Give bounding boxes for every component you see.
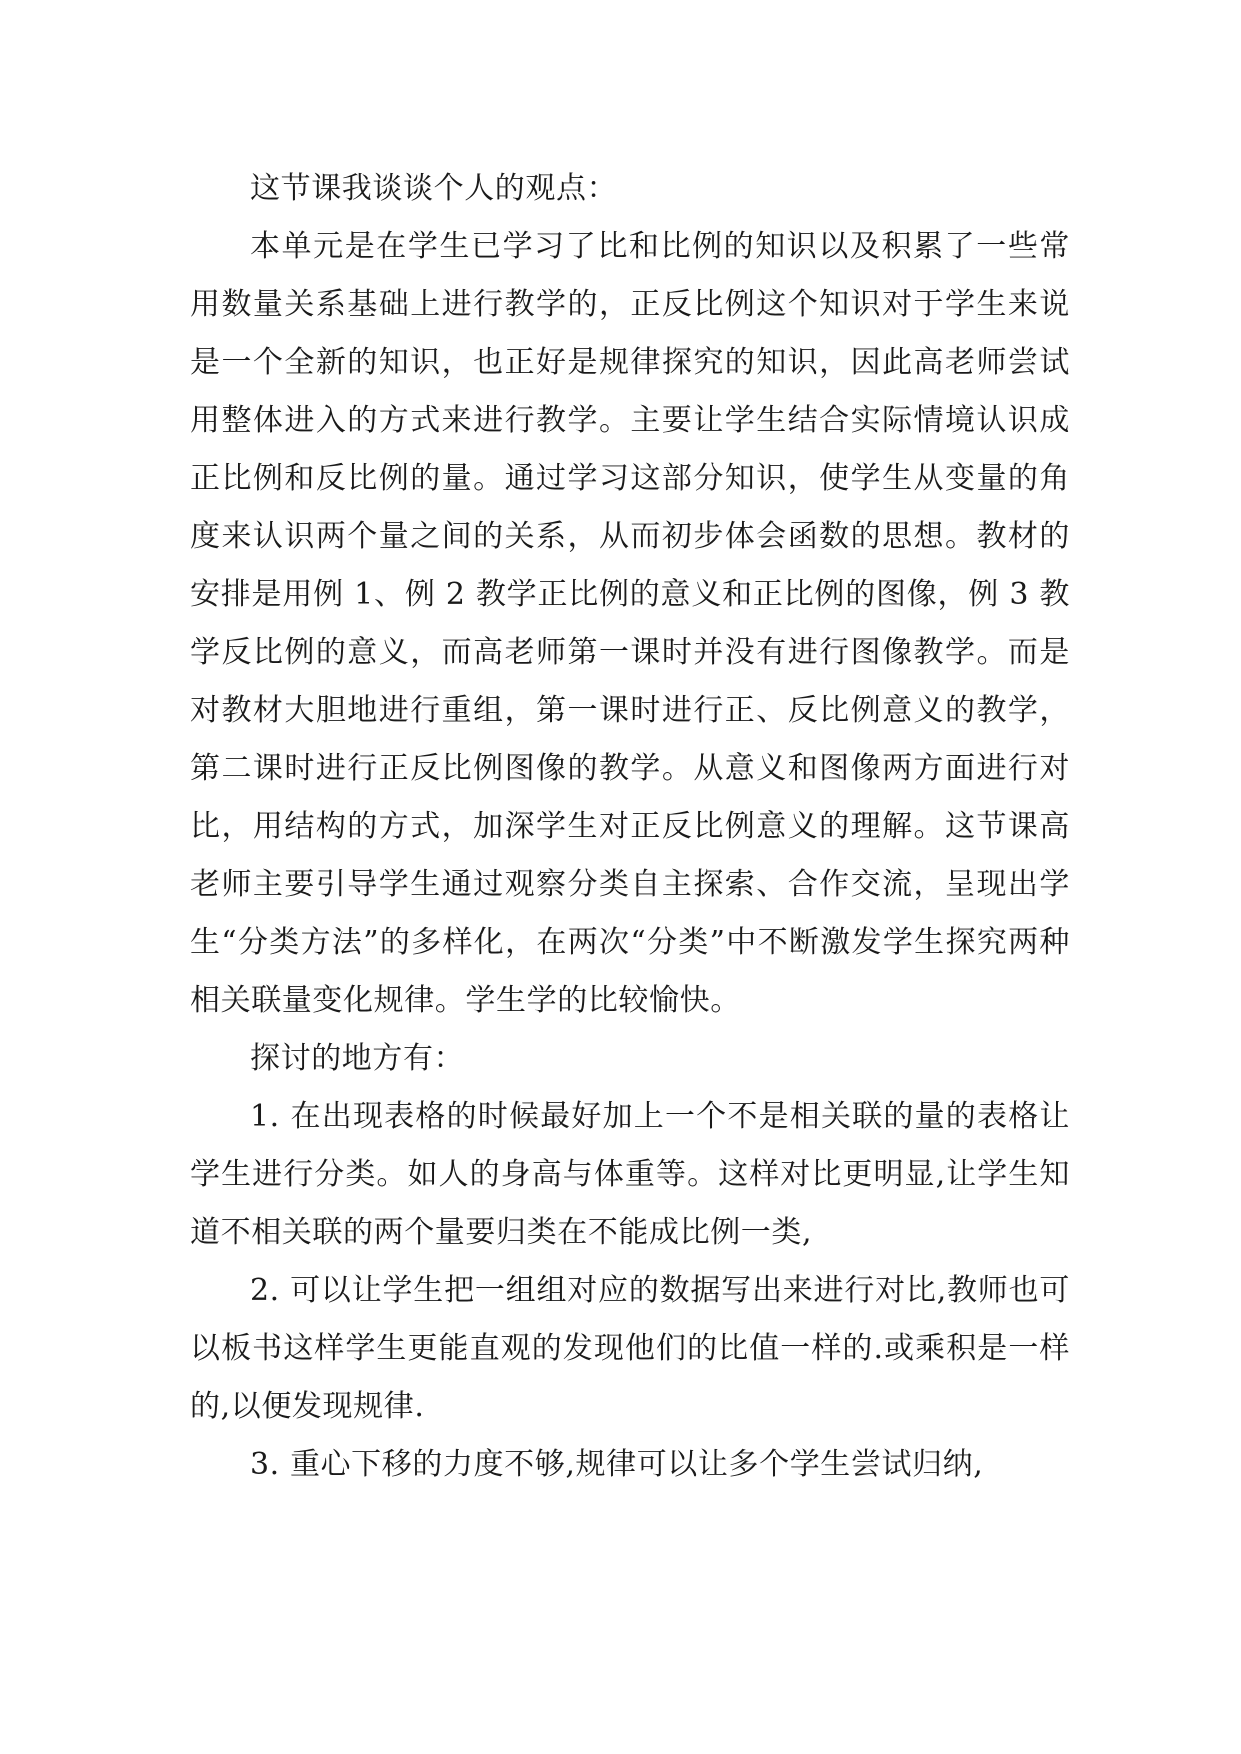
discussion-item-1: 1. 在出现表格的时候最好加上一个不是相关联的量的表格让学生进行分类。如人的身高与体重等。这样对比更明显,让学生知道不相关联的两个量要归类在不能成比例一类,: [190, 1099, 1070, 1250]
document-body: [190, 160, 1070, 1494]
main-paragraph: 本单元是在学生已学习了比和比例的知识以及积累了一些常用数量关系基础上进行教学的，正反比例这个知识对于学生来说是一个全新的知识，也正好是规律探究的知识，因此高老师尝试用整体进入的方式来进行教学。主要让学生结合实际情境认识成正比例和反比例的量。通过学习这部分知识，使学生从变量的角度来认识两个量之间的关系，从而初步体会函数的思想。教材的安排是用例 1、例 2 教学正比例的意义和正比例的图像，例 3 教学反比例的意义，而高老师第一课时并没有进行图像教学。而是对教材大胆地进行重组，第一课时进行正、反比例意义的教学，第二课时进行正反比例图像的教学。从意义和图像两方面进行对比，用结构的方式，加深学生对正反比例意义的理解。这节课高老师主要引导学生通过观察分类自主探索、合作交流，呈现出学生“分类方法”的多样化，在两次“分类”中不断激发学生探究两种相关联量变化规律。学生学的比较愉快。: [190, 229, 1070, 1018]
opening-line: 这节课我谈谈个人的观点：: [250, 171, 618, 206]
discussion-heading: 探讨的地方有：: [250, 1041, 465, 1076]
discussion-item-3: 3. 重心下移的力度不够,规律可以让多个学生尝试归纳,: [250, 1447, 984, 1482]
discussion-item-2: 2. 可以让学生把一组组对应的数据写出来进行对比,教师也可以板书这样学生更能直观的发现他们的比值一样的.或乘积是一样的,以便发现规律.: [190, 1273, 1070, 1424]
